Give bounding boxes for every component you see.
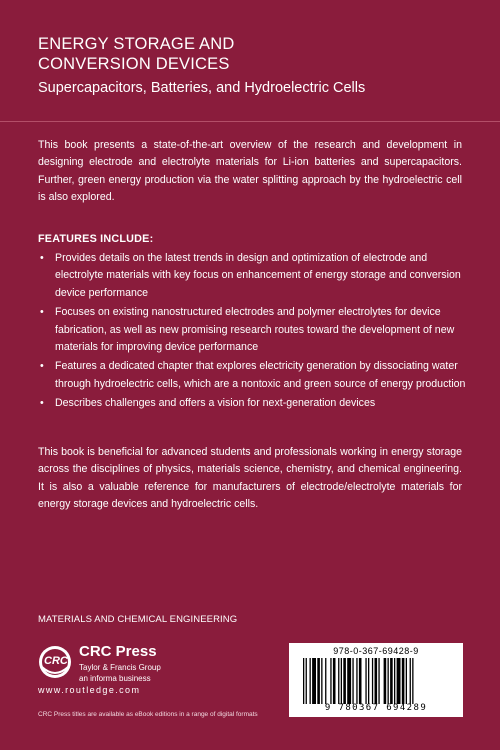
list-item (38, 395, 468, 412)
book-title: ENERGY STORAGE AND CONVERSION DEVICES (38, 35, 235, 73)
closing-paragraph: This book is beneficial for advanced students and professionals working in energy storage across the disciplines of physics, materials science, chemistry, and chemical engineering. It is also a valuable reference for manufacturers of electrode/electrolyte materials for energy storage devices and hydroelectric cells. (38, 446, 462, 511)
barcode-stripe (347, 658, 351, 704)
barcode-stripe (372, 658, 373, 704)
features-heading: FEATURES INCLUDE: (38, 233, 154, 245)
barcode-stripe (325, 658, 326, 704)
features-list (38, 250, 468, 415)
barcode-digits: 9 780367 694289 (324, 703, 428, 713)
ebook-note: CRC Press titles are available as eBook editions in a range of digital formats (38, 711, 258, 718)
barcode-stripe (356, 658, 357, 704)
bullet-icon: • (40, 306, 44, 319)
feature-text: Describes challenges and offers a vision for next-generation devices (55, 397, 376, 410)
barcode-stripe (312, 658, 316, 704)
barcode-stripe (412, 658, 413, 704)
informa-text: an informa business (79, 674, 151, 683)
bullet-icon: • (40, 397, 44, 410)
barcode-stripe (375, 658, 378, 704)
barcode-stripe (384, 658, 387, 704)
barcode-stripe (310, 658, 311, 704)
barcode-stripe (330, 658, 331, 704)
book-subtitle: Supercapacitors, Batteries, and Hydroelectric Cells (38, 80, 366, 96)
barcode-stripe (321, 658, 322, 704)
series-name: MATERIALS AND CHEMICAL ENGINEERING (38, 614, 238, 625)
feature-text: Features a dedicated chapter that explores electricity generation by dissociating water through hydroelectric cells, which are a nontoxic and green source of energy production (55, 360, 466, 390)
barcode-stripe (402, 658, 405, 704)
header (38, 34, 478, 97)
barcode-stripe (410, 658, 411, 704)
barcode-stripe (317, 658, 320, 704)
header-divider (0, 121, 500, 122)
barcode-stripe (352, 658, 353, 704)
publisher-name: CRC Press (79, 643, 157, 660)
barcode (289, 643, 463, 717)
barcode-stripe (341, 658, 342, 704)
barcode-stripe (406, 658, 407, 704)
barcode-stripe (390, 658, 393, 704)
website-link[interactable]: www.routledge.com (38, 685, 141, 695)
bullet-icon: • (40, 252, 44, 264)
list-item (38, 358, 468, 393)
list-item (38, 250, 468, 302)
crc-logo-text: CRC (44, 655, 68, 667)
barcode-stripe (338, 658, 339, 704)
barcode-stripe (333, 658, 336, 704)
feature-text: Provides details on the latest trends in design and optimization of electrode and electrolyte materials with key focus on enhancement of energy storage and conversion device performance (55, 252, 461, 299)
barcode-stripe (365, 658, 366, 704)
barcode-stripe (394, 658, 395, 704)
barcode-stripe (378, 658, 379, 704)
barcode-stripe (303, 658, 304, 704)
barcode-stripe (368, 658, 369, 704)
barcode-stripe (397, 658, 401, 704)
isbn-number: 978-0-367-69428-9 (333, 646, 419, 656)
barcode-bars (303, 658, 449, 704)
barcode-stripe (343, 658, 346, 704)
barcode-stripe (388, 658, 389, 704)
feature-text: Focuses on existing nanostructured electrodes and polymer electrolytes for device fabrication, as well as new promising research routes toward the development of new materials for improving device performance (55, 306, 455, 354)
publisher-group: Taylor & Francis Group (79, 663, 161, 672)
barcode-stripe (306, 658, 307, 704)
intro-paragraph: This book presents a state-of-the-art overview of the research and development in designing electrode and electrolyte materials for Li-ion batteries and supercapacitors. Further, green energy production via the water splitting approach by the hydroelectric cell is also explored. (38, 139, 462, 204)
list-item (38, 304, 468, 356)
barcode-stripe (359, 658, 362, 704)
bullet-icon: • (40, 360, 44, 373)
